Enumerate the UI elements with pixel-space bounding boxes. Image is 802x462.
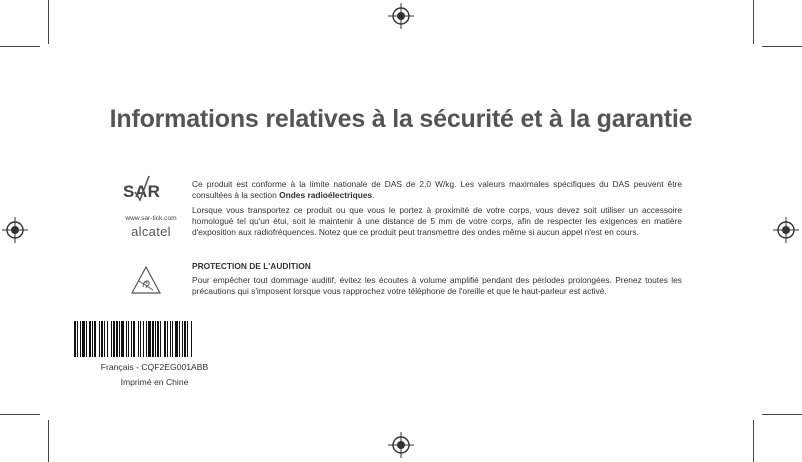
sar-logo-text: SAR xyxy=(123,182,161,201)
language-code: Français - CQF2EG001ABB xyxy=(100,362,209,372)
crop-mark-top-right-h xyxy=(762,46,802,47)
sar-logo xyxy=(118,178,164,212)
crop-mark-top-left-v xyxy=(48,0,49,44)
sar-paragraph-2: Lorsque vous transportez ce produit ou que vous le portez à proximité de votre corps, vous devez soit utiliser un accessoire homologué tel qu'un étui, soit le maintenir à une distance de 5 mm de votre corps, afin de respecter les exigences en matière d'exposition aux radiofréquences. Notez que ce produit peut transmettre des ondes même si aucun appel n'est en cours. xyxy=(192,205,682,237)
crop-mark-bottom-right-v xyxy=(753,420,754,462)
barcode-icon xyxy=(74,321,235,357)
brand-logo: alcatel xyxy=(131,224,171,239)
crop-mark-bottom-right-h xyxy=(762,414,802,415)
printed-in: Imprimé en Chine xyxy=(120,377,189,387)
crop-mark-top-right-v xyxy=(753,0,754,44)
registration-mark-icon xyxy=(773,217,799,243)
sar-paragraph-1-link: Ondes radioélectriques xyxy=(279,189,373,200)
hearing-warning-icon xyxy=(130,265,162,295)
sar-paragraph-1 xyxy=(192,179,682,201)
crop-mark-bottom-left-h xyxy=(0,414,40,415)
registration-mark-icon xyxy=(2,217,28,243)
crop-mark-bottom-left-v xyxy=(48,420,49,462)
hearing-heading: PROTECTION DE L'AUDITION xyxy=(192,261,311,271)
registration-mark-icon xyxy=(388,3,414,29)
page-title: Informations relatives à la sécurité et à la garantie xyxy=(109,105,693,133)
sar-paragraph-1-text: Ce produit est conforme à la limite nationale de DAS de 2,0 W/kg. Les valeurs maximales spécifiques du DAS peuvent être consultées à la section xyxy=(192,179,682,200)
hearing-paragraph: Pour empêcher tout dommage auditif, évitez les écoutes à volume amplifié pendant des périodes prolongées. Prenez toutes les précautions qui s'imposent lorsque vous rapprochez votre téléphone de l'oreille et que le haut-parleur est activé. xyxy=(192,275,682,296)
sar-paragraph-1-end: . xyxy=(372,189,375,200)
registration-mark-icon xyxy=(388,432,414,458)
sar-tick-icon xyxy=(132,174,152,204)
crop-mark-top-left-h xyxy=(0,46,40,47)
sar-website: www.sar-tick.com xyxy=(125,215,177,222)
